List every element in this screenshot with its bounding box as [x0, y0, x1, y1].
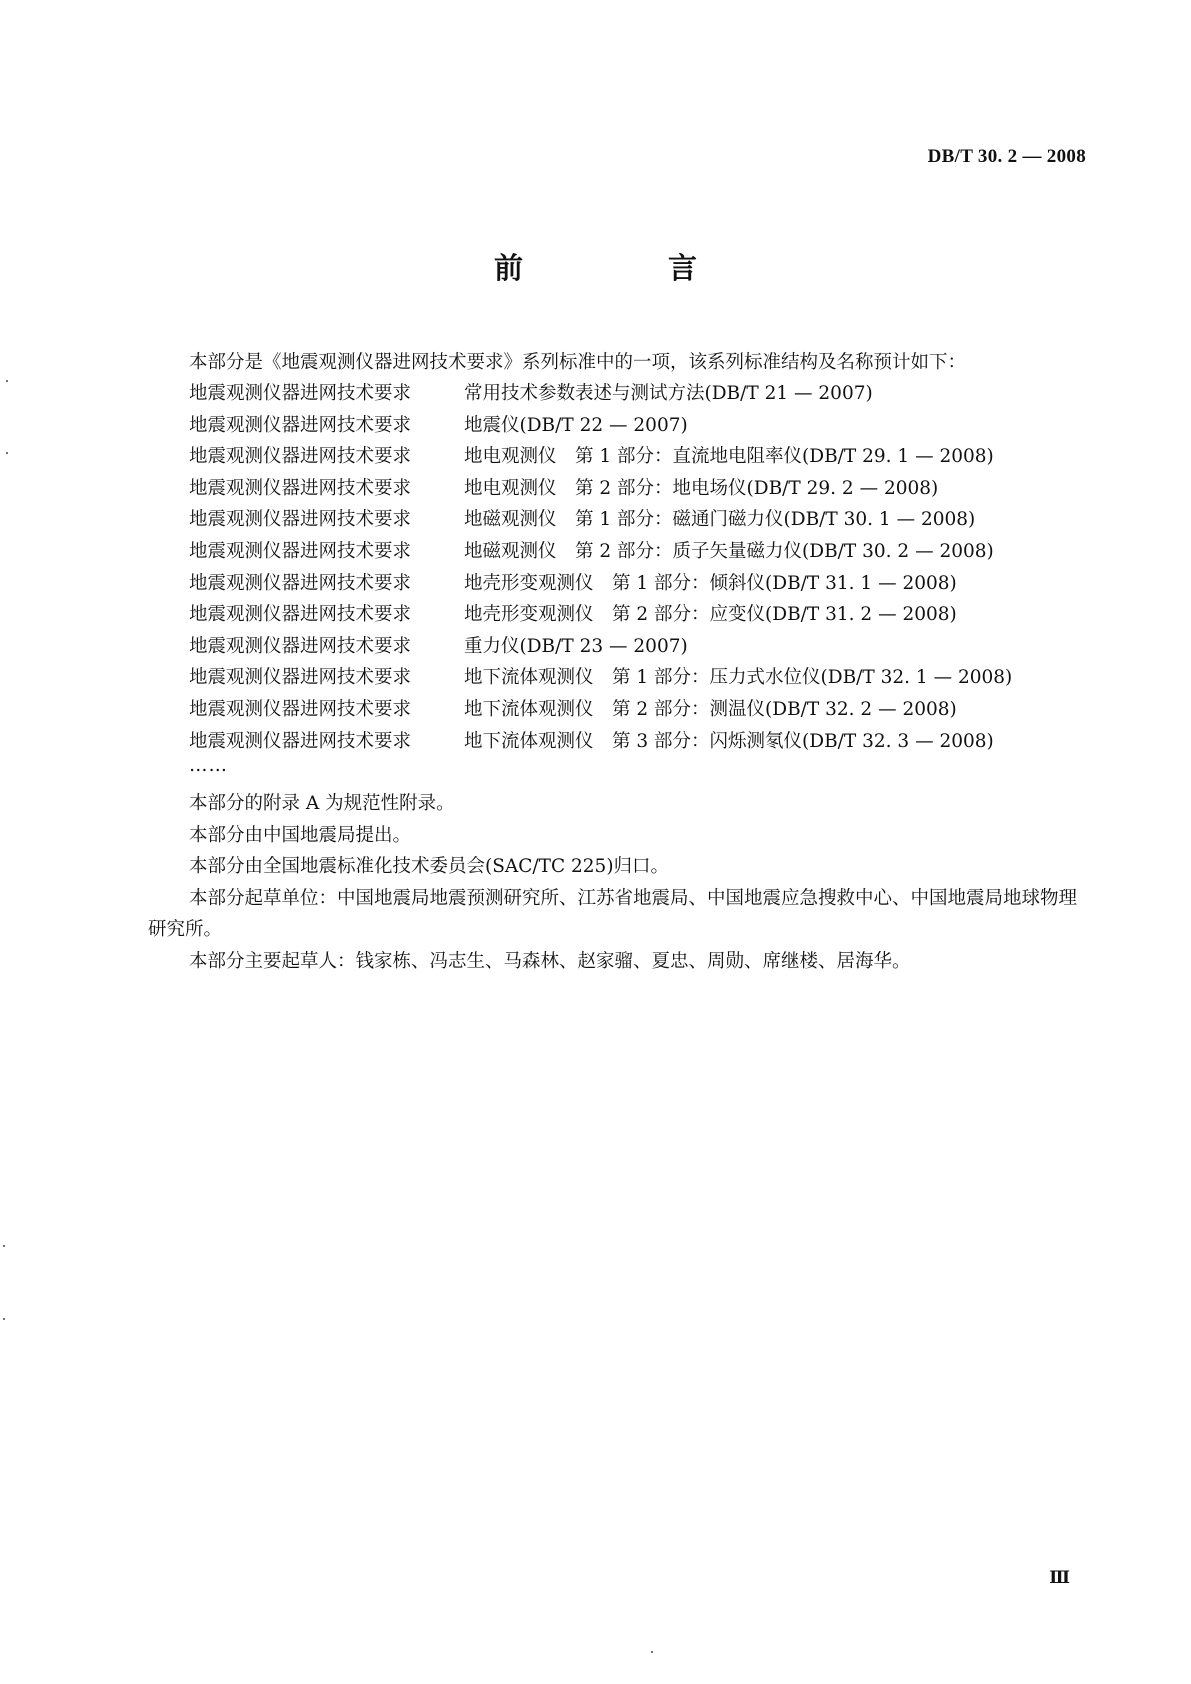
standard-title: 地下流体观测仪 第 1 部分：压力式水位仪(DB/T 32. 1 — 2008) [464, 667, 1013, 689]
scan-speck [651, 1651, 653, 1653]
series-name: 地震观测仪器进网技术要求 [189, 540, 412, 562]
series-name: 地震观测仪器进网技术要求 [189, 572, 412, 594]
series-name: 地震观测仪器进网技术要求 [189, 635, 412, 657]
list-ellipsis: …… [189, 755, 228, 776]
list-item [189, 504, 1089, 536]
page-title: 前 言 [493, 251, 755, 285]
standard-title: 地电观测仪 第 1 部分：直流地电阻率仪(DB/T 29. 1 — 2008) [464, 446, 994, 468]
standard-title: 地震仪(DB/T 22 — 2007) [464, 414, 688, 436]
series-name: 地震观测仪器进网技术要求 [189, 604, 412, 626]
standard-title: 地磁观测仪 第 1 部分：磁通门磁力仪(DB/T 30. 1 — 2008) [464, 509, 976, 531]
note-proposer: 本部分由中国地震局提出。 [189, 824, 412, 846]
series-name: 地震观测仪器进网技术要求 [189, 667, 412, 689]
scan-speck [6, 380, 8, 382]
list-item [189, 378, 1089, 410]
scan-speck [3, 1245, 5, 1247]
series-name: 地震观测仪器进网技术要求 [189, 730, 412, 752]
note-committee: 本部分由全国地震标准化技术委员会(SAC/TC 225)归口。 [189, 856, 670, 878]
notes-section [148, 788, 1088, 978]
series-name: 地震观测仪器进网技术要求 [189, 446, 412, 468]
standard-title: 重力仪(DB/T 23 — 2007) [464, 635, 688, 657]
standard-title: 地电观测仪 第 2 部分：地电场仪(DB/T 29. 2 — 2008) [464, 477, 939, 499]
standard-title: 地磁观测仪 第 2 部分：质子矢量磁力仪(DB/T 30. 2 — 2008) [464, 540, 994, 562]
list-item [189, 473, 1089, 505]
standard-title: 常用技术参数表述与测试方法(DB/T 21 — 2007) [464, 383, 873, 404]
series-name: 地震观测仪器进网技术要求 [189, 383, 412, 404]
series-name: 地震观测仪器进网技术要求 [189, 414, 412, 436]
series-name: 地震观测仪器进网技术要求 [189, 509, 412, 531]
scan-speck [3, 1318, 5, 1320]
series-name: 地震观测仪器进网技术要求 [189, 477, 412, 499]
standard-code: DB/T 30. 2 — 2008 [927, 146, 1086, 167]
list-item [189, 662, 1089, 694]
note-drafters: 本部分主要起草人：钱家栋、冯志生、马森林、赵家骝、夏忠、周勋、席继楼、居海华。 [189, 950, 911, 972]
list-item [189, 441, 1089, 473]
standard-title: 地下流体观测仪 第 2 部分：测温仪(DB/T 32. 2 — 2008) [464, 698, 957, 720]
standard-title: 地下流体观测仪 第 3 部分：闪烁测氡仪(DB/T 32. 3 — 2008) [464, 730, 994, 752]
standard-title: 地壳形变观测仪 第 1 部分：倾斜仪(DB/T 31. 1 — 2008) [464, 572, 957, 594]
series-name: 地震观测仪器进网技术要求 [189, 698, 412, 720]
list-item [189, 536, 1089, 568]
list-item [189, 599, 1089, 631]
page-number: Ⅲ [1049, 1568, 1069, 1587]
list-item [189, 410, 1089, 442]
standards-list [189, 378, 1089, 757]
scan-speck [6, 452, 8, 454]
list-item [189, 694, 1089, 726]
intro-paragraph: 本部分是《地震观测仪器进网技术要求》系列标准中的一项，该系列标准结构及名称预计如下： [189, 352, 967, 373]
standard-title: 地壳形变观测仪 第 2 部分：应变仪(DB/T 31. 2 — 2008) [464, 604, 957, 626]
list-item [189, 631, 1089, 663]
note-appendix: 本部分的附录 A 为规范性附录。 [189, 793, 455, 814]
note-drafting-units: 本部分起草单位：中国地震局地震预测研究所、江苏省地震局、中国地震应急搜救中心、中国地震局地球物理研究所。 [148, 887, 1078, 941]
list-item [189, 568, 1089, 600]
list-item [189, 726, 1089, 758]
